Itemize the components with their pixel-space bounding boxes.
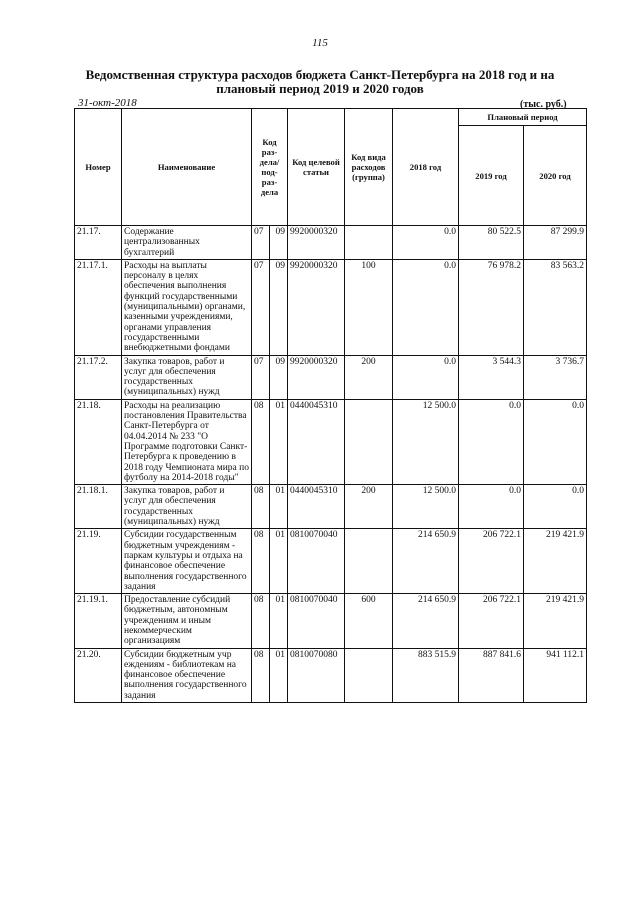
table-body bbox=[75, 226, 587, 703]
row-amount-2020: 941 112.1 bbox=[524, 648, 587, 702]
row-number: 21.18. bbox=[75, 399, 122, 484]
row-expense-type bbox=[345, 399, 393, 484]
row-expense-type: 200 bbox=[345, 355, 393, 399]
table-row bbox=[75, 485, 587, 529]
row-amount-2020: 0.0 bbox=[524, 399, 587, 484]
row-razdel: 08 bbox=[252, 529, 270, 594]
row-target-code: 9920000320 bbox=[288, 226, 345, 260]
row-razdel: 07 bbox=[252, 355, 270, 399]
row-amount-2018: 883 515.9 bbox=[393, 648, 459, 702]
row-podrazdel: 01 bbox=[270, 399, 288, 484]
row-amount-2019: 206 722.1 bbox=[459, 594, 524, 648]
table-row bbox=[75, 355, 587, 399]
row-amount-2018: 12 500.0 bbox=[393, 399, 459, 484]
row-podrazdel: 09 bbox=[270, 355, 288, 399]
row-name: Закупка товаров, работ и услуг для обеспечения государственных (муниципальных) нужд bbox=[122, 485, 252, 529]
row-amount-2018: 0.0 bbox=[393, 355, 459, 399]
report-date: 31-окт-2018 bbox=[78, 97, 137, 109]
table-row bbox=[75, 226, 587, 260]
row-podrazdel: 01 bbox=[270, 594, 288, 648]
table-row bbox=[75, 594, 587, 648]
row-podrazdel: 01 bbox=[270, 648, 288, 702]
document-title: Ведомственная структура расходов бюджета Санкт-Петербурга на 2018 год и на плановый период 2019 и 2020 годов bbox=[85, 67, 555, 96]
row-podrazdel: 01 bbox=[270, 485, 288, 529]
row-number: 21.19.1. bbox=[75, 594, 122, 648]
page-number: 115 bbox=[312, 37, 328, 49]
header-expense-type: Код вида расходов (группа) bbox=[345, 109, 393, 226]
row-amount-2018: 214 650.9 bbox=[393, 529, 459, 594]
table-header bbox=[75, 109, 587, 226]
row-amount-2020: 87 299.9 bbox=[524, 226, 587, 260]
table-row bbox=[75, 529, 587, 594]
row-target-code: 9920000320 bbox=[288, 259, 345, 355]
row-razdel: 08 bbox=[252, 648, 270, 702]
units-label: (тыс. руб.) bbox=[520, 99, 567, 110]
table-row bbox=[75, 399, 587, 484]
row-number: 21.19. bbox=[75, 529, 122, 594]
row-expense-type bbox=[345, 226, 393, 260]
row-razdel: 08 bbox=[252, 399, 270, 484]
row-expense-type bbox=[345, 529, 393, 594]
header-razdel: Код раз-дела/ под-раз-дела bbox=[252, 109, 288, 226]
row-amount-2018: 0.0 bbox=[393, 259, 459, 355]
row-amount-2018: 0.0 bbox=[393, 226, 459, 260]
row-amount-2018: 214 650.9 bbox=[393, 594, 459, 648]
row-amount-2020: 219 421.9 bbox=[524, 529, 587, 594]
header-plan-period: Плановый период bbox=[459, 109, 587, 126]
row-razdel: 07 bbox=[252, 259, 270, 355]
row-amount-2019: 887 841.6 bbox=[459, 648, 524, 702]
row-amount-2019: 3 544.3 bbox=[459, 355, 524, 399]
row-razdel: 08 bbox=[252, 594, 270, 648]
row-name: Субсидии государственным бюджетным учреждениям - паркам культуры и отдыха на финансовое обеспечение выполнения государственного задания bbox=[122, 529, 252, 594]
row-target-code: 0810070040 bbox=[288, 529, 345, 594]
row-amount-2019: 0.0 bbox=[459, 485, 524, 529]
row-target-code: 0810070040 bbox=[288, 594, 345, 648]
row-name: Содержание централизованных бухгалтерий bbox=[122, 226, 252, 260]
table-row bbox=[75, 259, 587, 355]
row-number: 21.17.1. bbox=[75, 259, 122, 355]
row-name: Предоставление субсидий бюджетным, автономным учреждениям и иным некоммерческим организациям bbox=[122, 594, 252, 648]
row-razdel: 07 bbox=[252, 226, 270, 260]
header-name: Наименование bbox=[122, 109, 252, 226]
row-number: 21.17.2. bbox=[75, 355, 122, 399]
row-target-code: 9920000320 bbox=[288, 355, 345, 399]
row-number: 21.17. bbox=[75, 226, 122, 260]
row-podrazdel: 01 bbox=[270, 529, 288, 594]
header-target-code: Код целевой статьи bbox=[288, 109, 345, 226]
row-number: 21.20. bbox=[75, 648, 122, 702]
row-amount-2020: 3 736.7 bbox=[524, 355, 587, 399]
row-amount-2019: 0.0 bbox=[459, 399, 524, 484]
row-name: Расходы на выплаты персоналу в целях обеспечения выполнения функций государственными (муниципальными) органами, казенными учреждениями, органами управления государственными внебюджетными фондами bbox=[122, 259, 252, 355]
row-podrazdel: 09 bbox=[270, 226, 288, 260]
row-target-code: 0810070080 bbox=[288, 648, 345, 702]
budget-table bbox=[74, 108, 587, 703]
row-amount-2019: 206 722.1 bbox=[459, 529, 524, 594]
row-amount-2019: 80 522.5 bbox=[459, 226, 524, 260]
row-name: Расходы на реализацию постановления Правительства Санкт-Петербурга от 04.04.2014 № 233 "О Программе подготовки Санкт-Петербурга к проведению в 2018 году Чемпионата мира по футболу на 2014-2018 годы" bbox=[122, 399, 252, 484]
row-amount-2020: 0.0 bbox=[524, 485, 587, 529]
row-expense-type: 600 bbox=[345, 594, 393, 648]
header-year-2020: 2020 год bbox=[524, 126, 587, 226]
row-amount-2018: 12 500.0 bbox=[393, 485, 459, 529]
row-number: 21.18.1. bbox=[75, 485, 122, 529]
row-expense-type: 100 bbox=[345, 259, 393, 355]
row-podrazdel: 09 bbox=[270, 259, 288, 355]
row-name: Субсидии бюджетным учр еждениям - библиотекам на финансовое обеспечение выполнения государственного задания bbox=[122, 648, 252, 702]
row-razdel: 08 bbox=[252, 485, 270, 529]
header-number: Номер bbox=[75, 109, 122, 226]
row-expense-type: 200 bbox=[345, 485, 393, 529]
table-row bbox=[75, 648, 587, 702]
row-target-code: 0440045310 bbox=[288, 399, 345, 484]
row-name: Закупка товаров, работ и услуг для обеспечения государственных (муниципальных) нужд bbox=[122, 355, 252, 399]
row-amount-2020: 219 421.9 bbox=[524, 594, 587, 648]
row-amount-2020: 83 563.2 bbox=[524, 259, 587, 355]
row-amount-2019: 76 978.2 bbox=[459, 259, 524, 355]
header-year-2018: 2018 год bbox=[393, 109, 459, 226]
row-target-code: 0440045310 bbox=[288, 485, 345, 529]
row-expense-type bbox=[345, 648, 393, 702]
header-year-2019: 2019 год bbox=[459, 126, 524, 226]
